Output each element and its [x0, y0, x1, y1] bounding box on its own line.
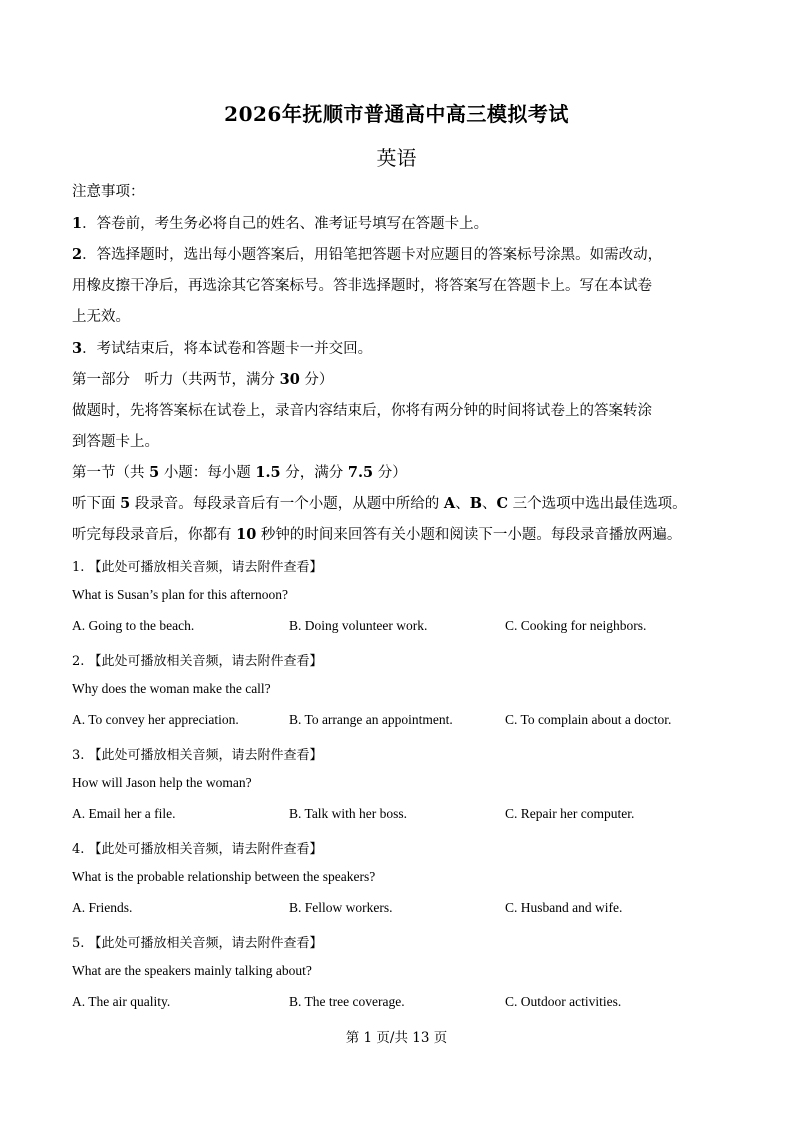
- subject-title: 英语: [376, 146, 417, 170]
- notice-item-2-end: 上无效。: [72, 309, 130, 325]
- notice-item-2-cont: 用橡皮擦干净后，再选涂其它答案标号。答非选择题时，将答案写在答题卡上。写在本试卷: [72, 278, 652, 294]
- question-4-option-c: C. Husband and wife.: [505, 900, 623, 915]
- question-3-audio[interactable]: 3. 【此处可播放相关音频，请去附件查看】: [72, 748, 323, 763]
- question-3-text: How will Jason help the woman?: [72, 775, 252, 790]
- question-4-option-a: A. Friends.: [72, 900, 133, 915]
- part1-instruction-cont: 到答题卡上。: [72, 434, 159, 450]
- notice-item-1: 1．答卷前，考生务必将自己的姓名、准考证号填写在答题卡上。: [72, 215, 489, 232]
- section1-instruction: 听下面 5 段录音。每段录音后有一个小题，从题中所给的 A、B、C 三个选项中选出最佳选项。: [72, 495, 687, 512]
- part1-heading: 第一部分 听力（共两节，满分 30 分）: [72, 371, 334, 388]
- section1-heading: 第一节（共 5 小题：每小题 1.5 分，满分 7.5 分）: [72, 464, 407, 481]
- question-1-text: What is Susan’s plan for this afternoon?: [72, 587, 288, 602]
- question-3-option-b: B. Talk with her boss.: [289, 806, 408, 821]
- question-2-audio[interactable]: 2. 【此处可播放相关音频，请去附件查看】: [72, 654, 323, 669]
- question-3-option-c: C. Repair her computer.: [505, 806, 635, 821]
- question-5-text: What are the speakers mainly talking about?: [72, 963, 312, 978]
- question-2-option-a: A. To convey her appreciation.: [72, 712, 239, 727]
- question-1-audio[interactable]: 1. 【此处可播放相关音频，请去附件查看】: [72, 560, 323, 575]
- notice-item-2: 2．答选择题时，选出每小题答案后，用铅笔把答题卡对应题目的答案标号涂黑。如需改动，: [72, 246, 663, 263]
- question-5-option-b: B. The tree coverage.: [289, 994, 405, 1009]
- question-2-option-c: C. To complain about a doctor.: [505, 712, 672, 727]
- exam-title: 2026年抚顺市普通高中高三模拟考试: [224, 102, 569, 126]
- question-5-option-a: A. The air quality.: [72, 994, 171, 1009]
- question-5-option-c: C. Outdoor activities.: [505, 994, 622, 1009]
- question-4-audio[interactable]: 4. 【此处可播放相关音频，请去附件查看】: [72, 842, 323, 857]
- page-number: 第 1 页/共 13 页: [345, 1030, 448, 1046]
- question-1-option-a: A. Going to the beach.: [72, 618, 195, 633]
- question-2-text: Why does the woman make the call?: [72, 681, 271, 696]
- notice-item-3: 3．考试结束后，将本试卷和答题卡一并交回。: [72, 340, 373, 357]
- question-4-option-b: B. Fellow workers.: [289, 900, 393, 915]
- question-1-option-c: C. Cooking for neighbors.: [505, 618, 647, 633]
- question-4-text: What is the probable relationship between the speakers?: [72, 869, 376, 884]
- question-3-option-a: A. Email her a file.: [72, 806, 176, 821]
- part1-instruction: 做题时，先将答案标在试卷上，录音内容结束后，你将有两分钟的时间将试卷上的答案转涂: [72, 403, 652, 419]
- notice-heading: 注意事项：: [72, 184, 145, 200]
- section1-instruction-cont: 听完每段录音后，你都有 10 秒钟的时间来回答有关小题和阅读下一小题。每段录音播放两遍。: [72, 526, 682, 543]
- question-2-option-b: B. To arrange an appointment.: [289, 712, 453, 727]
- question-1-option-b: B. Doing volunteer work.: [289, 618, 428, 633]
- question-5-audio[interactable]: 5. 【此处可播放相关音频，请去附件查看】: [72, 936, 323, 951]
